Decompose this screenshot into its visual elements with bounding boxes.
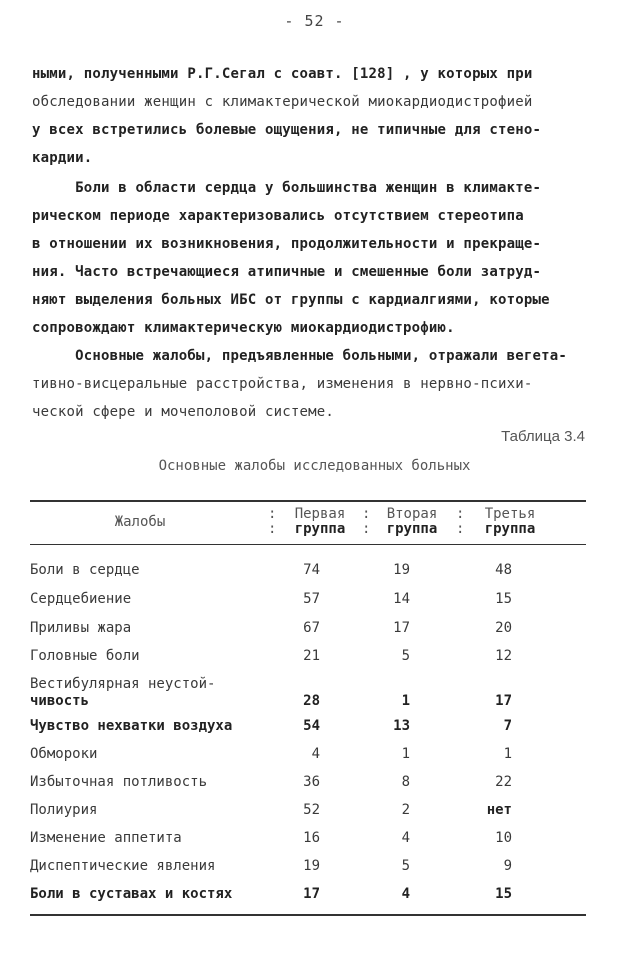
- complaint-name: Боли в сердце: [30, 562, 140, 578]
- header-group-2-line-2: группа: [386, 521, 438, 537]
- value-group-2: 8: [401, 774, 410, 790]
- table-top-rule: [30, 500, 586, 502]
- complaint-name: Диспептические явления: [30, 858, 216, 874]
- value-group-1: 54: [303, 718, 320, 734]
- table-row: [30, 562, 590, 588]
- complaint-name: Приливы жара: [30, 620, 132, 636]
- value-group-3: 1: [503, 746, 512, 762]
- table-row: [30, 774, 590, 800]
- value-group-3: 48: [495, 562, 512, 578]
- value-group-1: 57: [303, 591, 320, 607]
- table-row: [30, 591, 590, 617]
- paragraph-2-line-5: няют выделения больных ИБС от группы с кардиалгиями, которые: [32, 292, 550, 308]
- value-group-2: 1: [401, 746, 410, 762]
- value-group-1: 36: [303, 774, 320, 790]
- complaint-name: Чувство нехватки воздуха: [30, 718, 233, 734]
- value-group-1: 21: [303, 648, 320, 664]
- page-number: - 52 -: [284, 12, 345, 30]
- value-group-3: нет: [486, 802, 512, 818]
- header-separator: :: [268, 506, 277, 522]
- table-label: Таблица 3.4: [501, 428, 585, 445]
- value-group-1: 28: [303, 693, 320, 709]
- complaint-name: Боли в суставах и костях: [30, 886, 233, 902]
- value-group-2: 5: [401, 858, 410, 874]
- value-group-2: 2: [401, 802, 410, 818]
- paragraph-2-line-2: рическом периоде характеризовались отсутствием стереотипа: [32, 208, 524, 224]
- header-separator: :: [362, 521, 371, 537]
- paragraph-2-line-3: в отношении их возникновения, продолжительности и прекраще-: [32, 236, 542, 252]
- header-separator: :: [362, 506, 371, 522]
- paragraph-2-line-6: сопровождают климактерическую миокардиодистрофию.: [32, 320, 455, 336]
- value-group-1: 16: [303, 830, 320, 846]
- value-group-3: 12: [495, 648, 512, 664]
- header-complaints: Жалобы: [114, 514, 166, 530]
- header-group-1-line-1: Первая: [294, 506, 346, 522]
- paragraph-3-line-2: тивно-висцеральные расстройства, изменения в нервно-психи-: [32, 376, 533, 392]
- paragraph-1-line-4: кардии.: [32, 150, 93, 166]
- value-group-3: 10: [495, 830, 512, 846]
- header-group-3-line-1: Третья: [484, 506, 536, 522]
- paragraph-2-line-1: Боли в области сердца у большинства женщин в климакте-: [32, 180, 542, 196]
- header-group-1-line-2: группа: [294, 521, 346, 537]
- value-group-1: 67: [303, 620, 320, 636]
- table-row: [30, 718, 590, 744]
- header-separator: :: [456, 521, 465, 537]
- complaint-name: Изменение аппетита: [30, 830, 182, 846]
- value-group-1: 19: [303, 858, 320, 874]
- value-group-2: 13: [393, 718, 410, 734]
- value-group-2: 19: [393, 562, 410, 578]
- value-group-1: 17: [303, 886, 320, 902]
- complaint-name-continuation: чивость: [30, 693, 90, 709]
- table-row: [30, 858, 590, 884]
- table-row: [30, 746, 590, 772]
- value-group-1: 4: [311, 746, 320, 762]
- value-group-3: 17: [495, 693, 512, 709]
- paragraph-2-line-4: ния. Часто встречающиеся атипичные и смешенные боли затруд-: [32, 264, 542, 280]
- value-group-3: 9: [503, 858, 512, 874]
- table-row: [30, 830, 590, 856]
- table-row: [30, 620, 590, 646]
- value-group-2: 14: [393, 591, 410, 607]
- value-group-3: 15: [495, 591, 512, 607]
- value-group-2: 4: [401, 886, 410, 902]
- complaint-name: Обмороки: [30, 746, 98, 762]
- value-group-2: 5: [401, 648, 410, 664]
- value-group-2: 4: [401, 830, 410, 846]
- value-group-3: 20: [495, 620, 512, 636]
- header-group-3-line-2: группа: [484, 521, 536, 537]
- value-group-1: 74: [303, 562, 320, 578]
- value-group-2: 17: [393, 620, 410, 636]
- paragraph-1-line-2: обследовании женщин с климактерической миокардиодистрофией: [32, 94, 533, 110]
- table-row: [30, 886, 590, 912]
- complaint-name: Головные боли: [30, 648, 140, 664]
- complaint-name: Избыточная потливость: [30, 774, 208, 790]
- paragraph-1-line-3: у всех встретились болевые ощущения, не типичные для стено-: [32, 122, 542, 138]
- value-group-3: 7: [503, 718, 512, 734]
- complaint-name: Сердцебиение: [30, 591, 132, 607]
- header-separator: :: [456, 506, 465, 522]
- header-group-2-line-1: Вторая: [386, 506, 438, 522]
- table-row: [30, 802, 590, 828]
- paragraph-3-line-1: Основные жалобы, предъявленные больными, отражали вегета-: [32, 348, 567, 364]
- table-title: Основные жалобы исследованных больных: [158, 458, 471, 474]
- value-group-3: 15: [495, 886, 512, 902]
- table-header-rule: [30, 544, 586, 545]
- table-row: [30, 676, 590, 720]
- table-row: [30, 648, 590, 674]
- value-group-1: 52: [303, 802, 320, 818]
- paragraph-1-line-1: ными, полученными Р.Г.Сегал с соавт. [128] , у которых при: [32, 66, 533, 82]
- header-separator: :: [268, 521, 277, 537]
- complaint-name: Полиурия: [30, 802, 98, 818]
- complaint-name: Вестибулярная неустой-: [30, 676, 216, 692]
- table-bottom-rule: [30, 914, 586, 916]
- value-group-2: 1: [401, 693, 410, 709]
- paragraph-3-line-3: ческой сфере и мочеполовой системе.: [32, 404, 335, 420]
- value-group-3: 22: [495, 774, 512, 790]
